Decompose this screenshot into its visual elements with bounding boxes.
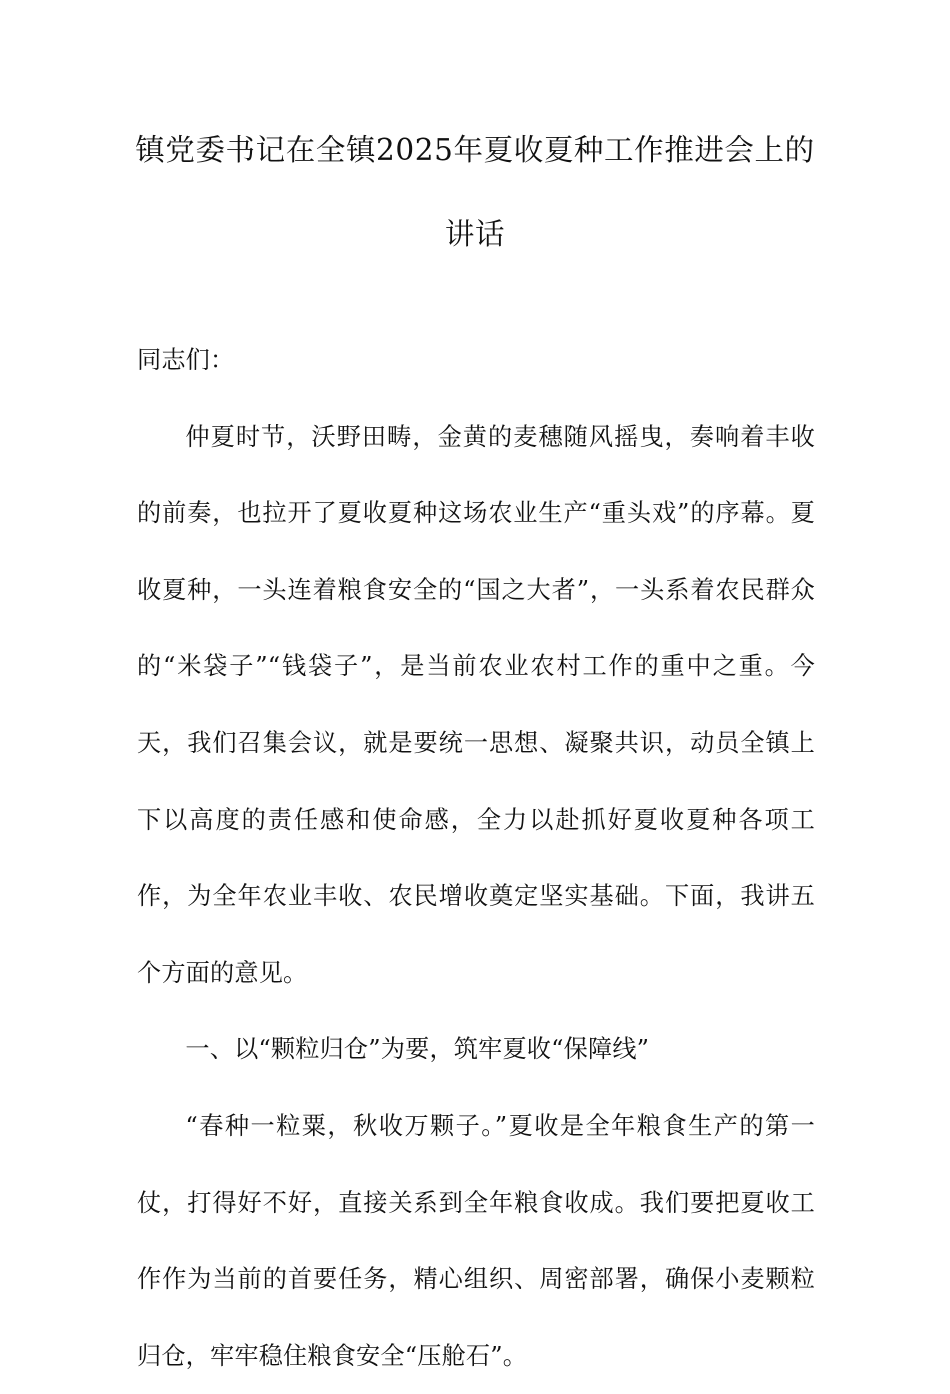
page-title: 镇党委书记在全镇2025年夏收夏种工作推进会上的讲话 (135, 133, 815, 251)
salutation-line: 同志们： (137, 346, 235, 374)
section-1-paragraph-1: “春种一粒粟，秋收万颗子。”夏收是全年粮食生产的第一仗，打得好不好，直接关系到全年粮食收成。我们要把夏收工作作为当前的首要任务，精心组织、周密部署，确保小麦颗粒归仓，牢牢稳住粮食安全“压舱石”。 (137, 1111, 815, 1370)
document-body (137, 322, 815, 1394)
section-heading-1: 一、以“颗粒归仓”为要，筑牢夏收“保障线” (185, 1035, 650, 1064)
body-paragraph-1: 仲夏时节，沃野田畴，金黄的麦穗随风摇曳，奏响着丰收的前奏，也拉开了夏收夏种这场农业生产“重头戏”的序幕。夏收夏种，一头连着粮食安全的“国之大者”，一头系着农民群众的“米袋子”“钱袋子”，是当前农业农村工作的重中之重。今天，我们召集会议，就是要统一思想、凝聚共识，动员全镇上下以高度的责任感和使命感，全力以赴抓好夏收夏种各项工作，为全年农业丰收、农民增收奠定坚实基础。下面，我讲五个方面的意见。 (137, 422, 815, 987)
